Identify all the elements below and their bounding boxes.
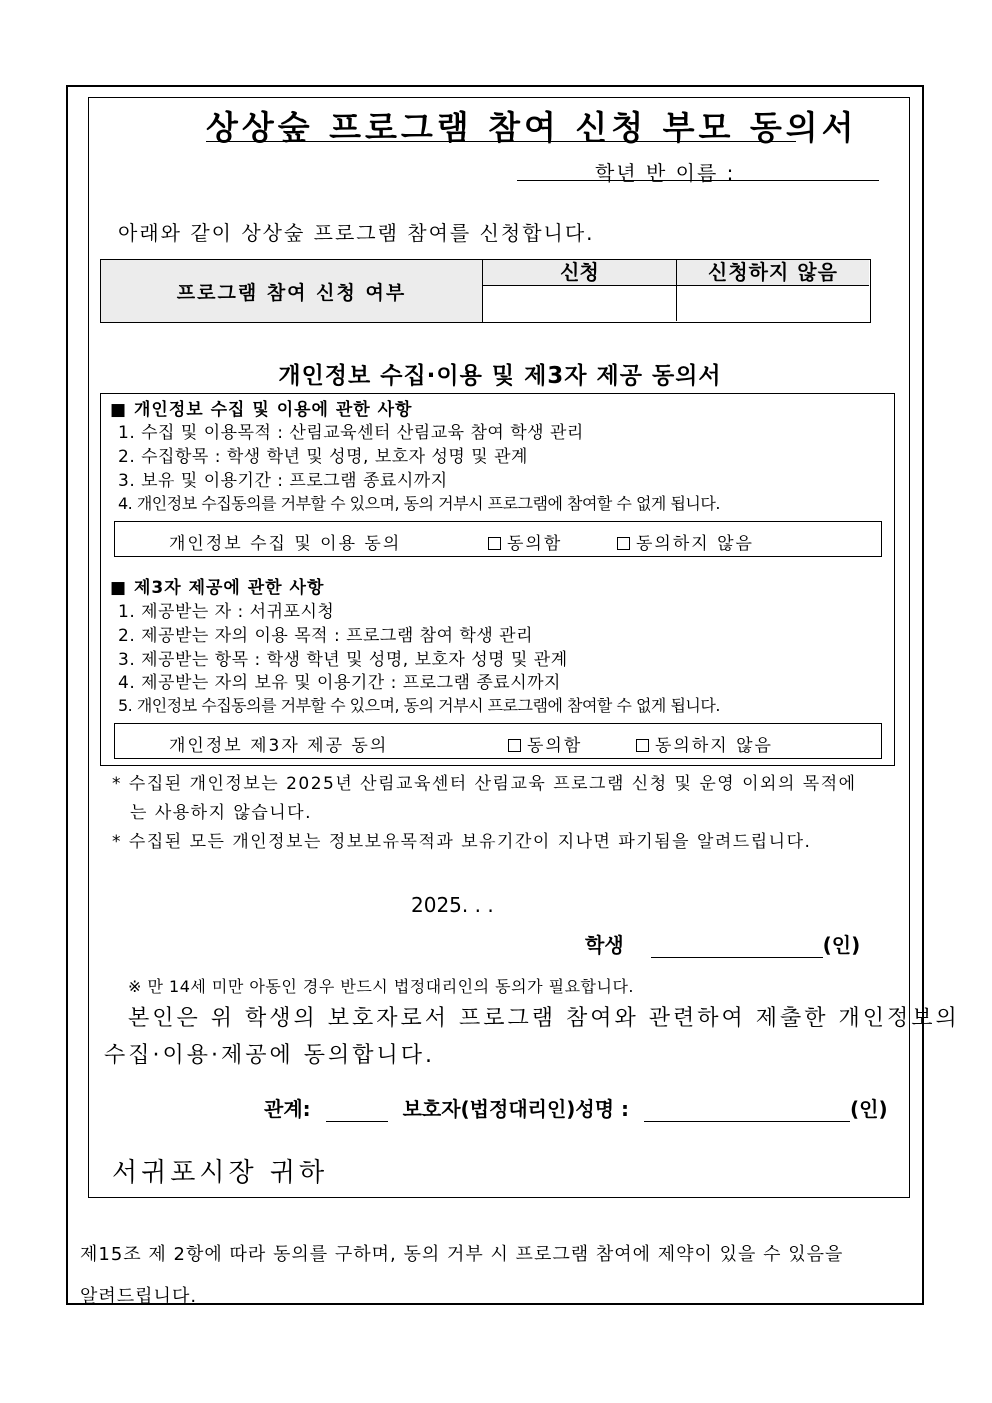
apply-header: 신청: [483, 260, 677, 286]
third-party-item: 3. 제공받는 항목 : 학생 학년 및 성명, 보호자 성명 및 관계: [118, 650, 568, 670]
footer-line: 제15조 제 2항에 따라 동의를 구하며, 동의 거부 시 프로그램 참여에 제약이 있을 수 있음을: [80, 1244, 844, 1265]
guardian-name-field[interactable]: [644, 1101, 850, 1122]
relation-label: 관계:: [264, 1097, 311, 1121]
application-table: [100, 259, 871, 323]
collection-item: 1. 수집 및 이용목적 : 산림교육센터 산림교육 참여 학생 관리: [118, 423, 584, 443]
third-party-consent-label: 개인정보 제3자 제공 동의: [169, 736, 389, 756]
third-party-item: 1. 제공받는 자 : 서귀포시청: [118, 602, 335, 622]
student-info-line: 학년 반 이름 :: [595, 161, 736, 185]
page-title: 상상숲 프로그램 참여 신청 부모 동의서: [206, 108, 858, 147]
footer-line: 알려드립니다.: [80, 1286, 198, 1307]
guardian-label: 보호자(법정대리인)성명 :: [402, 1097, 630, 1121]
collection-agree-label: 동의함: [507, 534, 563, 554]
note-line: * 수집된 개인정보는 2025년 산림교육센터 산림교육 프로그램 신청 및 운영 이외의 목적에: [112, 774, 857, 794]
collection-item: 4. 개인정보 수집동의를 거부할 수 있으며, 동의 거부시 프로그램에 참여할 수 없게 됩니다.: [118, 494, 720, 513]
checkbox-icon[interactable]: [508, 739, 521, 752]
consent-line: 수집·이용·제공에 동의합니다.: [104, 1043, 435, 1068]
student-sign-label: 학생: [585, 933, 624, 957]
relation-field[interactable]: [326, 1101, 388, 1122]
intro-text: 아래와 같이 상상숲 프로그램 참여를 신청합니다.: [118, 221, 595, 245]
collection-item: 3. 보유 및 이용기간 : 프로그램 종료시까지: [118, 471, 448, 491]
application-label: 프로그램 참여 신청 여부: [101, 260, 483, 322]
third-party-item: 2. 제공받는 자의 이용 목적 : 프로그램 참여 학생 관리: [118, 626, 534, 646]
consent-line: 본인은 위 학생의 보호자로서 프로그램 참여와 관련하여 제출한 개인정보의: [128, 1006, 960, 1031]
age-warning: ※ 만 14세 미만 아동인 경우 반드시 법정대리인의 동의가 필요합니다.: [128, 977, 634, 996]
third-party-consent-row: [114, 723, 882, 759]
third-party-agree-label: 동의함: [527, 736, 583, 756]
checkbox-icon[interactable]: [488, 537, 501, 550]
third-party-item: 4. 제공받는 자의 보유 및 이용기간 : 프로그램 종료시까지: [118, 673, 561, 693]
date-line: 2025. . .: [411, 893, 494, 917]
note-line: 는 사용하지 않습니다.: [130, 803, 313, 823]
privacy-title: 개인정보 수집·이용 및 제3자 제공 동의서: [278, 363, 722, 389]
collection-consent-row: [114, 521, 882, 557]
checkbox-icon[interactable]: [636, 739, 649, 752]
student-sign-suffix: (인): [822, 933, 861, 957]
collection-disagree-label: 동의하지 않음: [636, 534, 754, 554]
guardian-signature-row: [264, 1093, 888, 1122]
student-signature-row: [585, 929, 860, 958]
third-party-item: 5. 개인정보 수집동의를 거부할 수 있으며, 동의 거부시 프로그램에 참여할 수 없게 됩니다.: [118, 696, 720, 715]
collection-agree-option[interactable]: [488, 529, 562, 554]
third-party-agree-option[interactable]: [508, 731, 582, 756]
student-info-underline: [517, 180, 879, 181]
student-sign-field[interactable]: [651, 937, 823, 958]
not-apply-cell[interactable]: [677, 286, 869, 321]
third-party-disagree-label: 동의하지 않음: [655, 736, 773, 756]
third-party-disagree-option[interactable]: [636, 731, 773, 756]
not-apply-header: 신청하지 않음: [677, 260, 869, 286]
title-underline: [206, 141, 796, 142]
collection-consent-label: 개인정보 수집 및 이용 동의: [169, 534, 402, 554]
checkbox-icon[interactable]: [617, 537, 630, 550]
collection-disagree-option[interactable]: [617, 529, 754, 554]
collection-heading: ■ 개인정보 수집 및 이용에 관한 사항: [110, 400, 413, 420]
addressee: 서귀포시장 귀하: [112, 1158, 329, 1188]
guardian-sign-suffix: (인): [850, 1097, 888, 1121]
note-line: * 수집된 모든 개인정보는 정보보유목적과 보유기간이 지나면 파기됨을 알려드립니다.: [112, 832, 812, 852]
collection-item: 2. 수집항목 : 학생 학년 및 성명, 보호자 성명 및 관계: [118, 447, 528, 467]
third-party-heading: ■ 제3자 제공에 관한 사항: [110, 578, 325, 598]
apply-cell[interactable]: [483, 286, 677, 321]
